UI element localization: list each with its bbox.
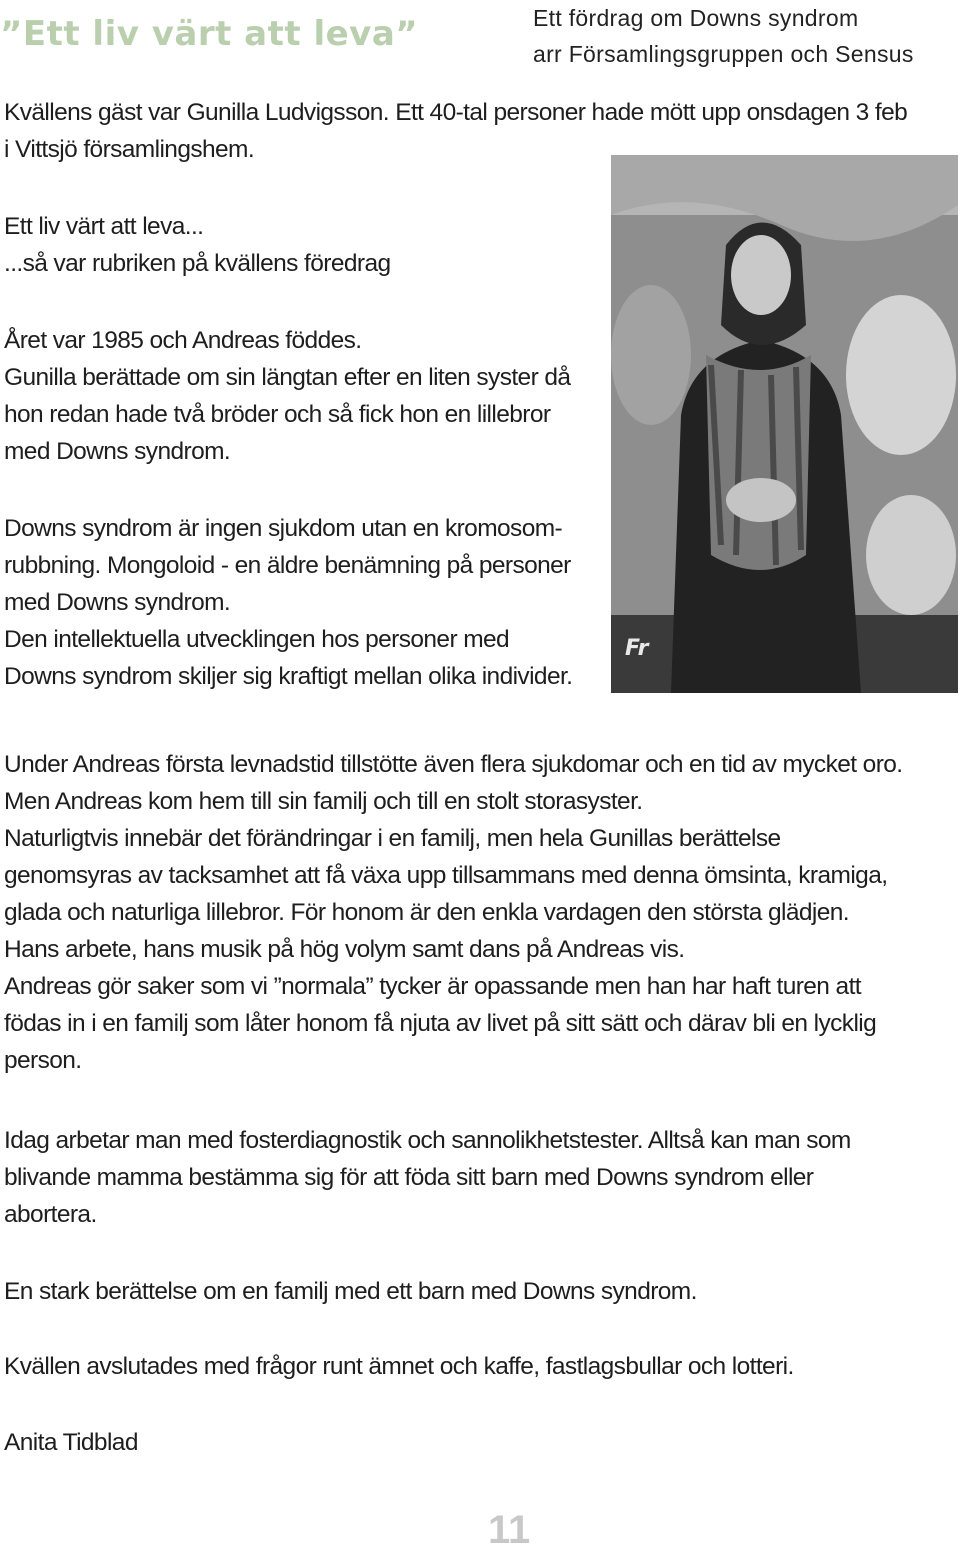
- text-line: abortera.: [4, 1201, 97, 1228]
- author-signature: [4, 1424, 138, 1461]
- text-line: blivande mamma bestämma sig för att föda sitt barn med Downs syndrom eller: [4, 1164, 814, 1191]
- text-line: i Vittsjö församlingshem.: [4, 136, 255, 163]
- topic-paragraph: [4, 208, 391, 282]
- text-line: Kvällen avslutades med frågor runt ämnet och kaffe, fastlagsbullar och lotteri.: [4, 1353, 794, 1380]
- speaker-photo: [611, 155, 958, 693]
- speaker-photo-illustration: [611, 155, 958, 693]
- body-paragraph: [4, 746, 903, 1079]
- text-line: glada och naturliga lillebror. För honom är den enkla vardagen den största glädjen.: [4, 899, 850, 926]
- diagnostics-paragraph: [4, 1122, 851, 1233]
- subtitle-line: arr Församlingsgruppen och Sensus: [533, 41, 914, 67]
- text-line: med Downs syndrom.: [4, 589, 231, 616]
- text-line: En stark berättelse om en familj med ett barn med Downs syndrom.: [4, 1278, 697, 1305]
- author-name: Anita Tidblad: [4, 1429, 138, 1456]
- text-line: Gunilla berättade om sin längtan efter en liten syster då: [4, 364, 571, 391]
- text-line: med Downs syndrom.: [4, 438, 231, 465]
- article-title: ”Ett liv värt att leva”: [0, 14, 419, 54]
- article-subtitle: [533, 0, 914, 72]
- text-line: Kvällens gäst var Gunilla Ludvigsson. Ett 40-tal personer hade mött upp onsdagen 3 feb: [4, 99, 908, 126]
- text-line: Andreas gör saker som vi ”normala” tycker är opassande men han har haft turen att: [4, 973, 861, 1000]
- text-line: Hans arbete, hans musik på hög volym samt dans på Andreas vis.: [4, 936, 685, 963]
- text-line: Under Andreas första levnadstid tillstötte även flera sjukdomar och en tid av mycket oro.: [4, 751, 903, 778]
- text-line: Downs syndrom är ingen sjukdom utan en kromosom-: [4, 515, 563, 542]
- text-line: Idag arbetar man med fosterdiagnostik och sannolikhetstester. Alltså kan man som: [4, 1127, 851, 1154]
- story-paragraph: [4, 322, 570, 470]
- text-line: födas in i en familj som låter honom få njuta av livet på sitt sätt och därav bli en lycklig: [4, 1010, 877, 1037]
- facts-paragraph: [4, 510, 572, 695]
- photo-sign-text: Fr: [625, 636, 649, 661]
- page-number: 11: [488, 1508, 531, 1552]
- text-line: Den intellektuella utvecklingen hos personer med: [4, 626, 510, 653]
- text-line: Men Andreas kom hem till sin familj och till en stolt storasyster.: [4, 788, 643, 815]
- summary-paragraph: [4, 1273, 697, 1310]
- closing-paragraph: [4, 1348, 794, 1385]
- text-line: person.: [4, 1047, 82, 1074]
- text-line: Downs syndrom skiljer sig kraftigt mellan olika individer.: [4, 663, 573, 690]
- text-line: ...så var rubriken på kvällens föredrag: [4, 250, 391, 277]
- text-line: Naturligtvis innebär det förändringar i en familj, men hela Gunillas berättelse: [4, 825, 781, 852]
- text-line: Ett liv värt att leva...: [4, 213, 204, 240]
- text-line: genomsyras av tacksamhet att få växa upp tillsammans med denna ömsinta, kramiga,: [4, 862, 888, 889]
- text-line: Året var 1985 och Andreas föddes.: [4, 327, 362, 354]
- text-line: rubbning. Mongoloid - en äldre benämning på personer: [4, 552, 571, 579]
- subtitle-line: Ett fördrag om Downs syndrom: [533, 5, 859, 31]
- text-line: hon redan hade två bröder och så fick hon en lillebror: [4, 401, 551, 428]
